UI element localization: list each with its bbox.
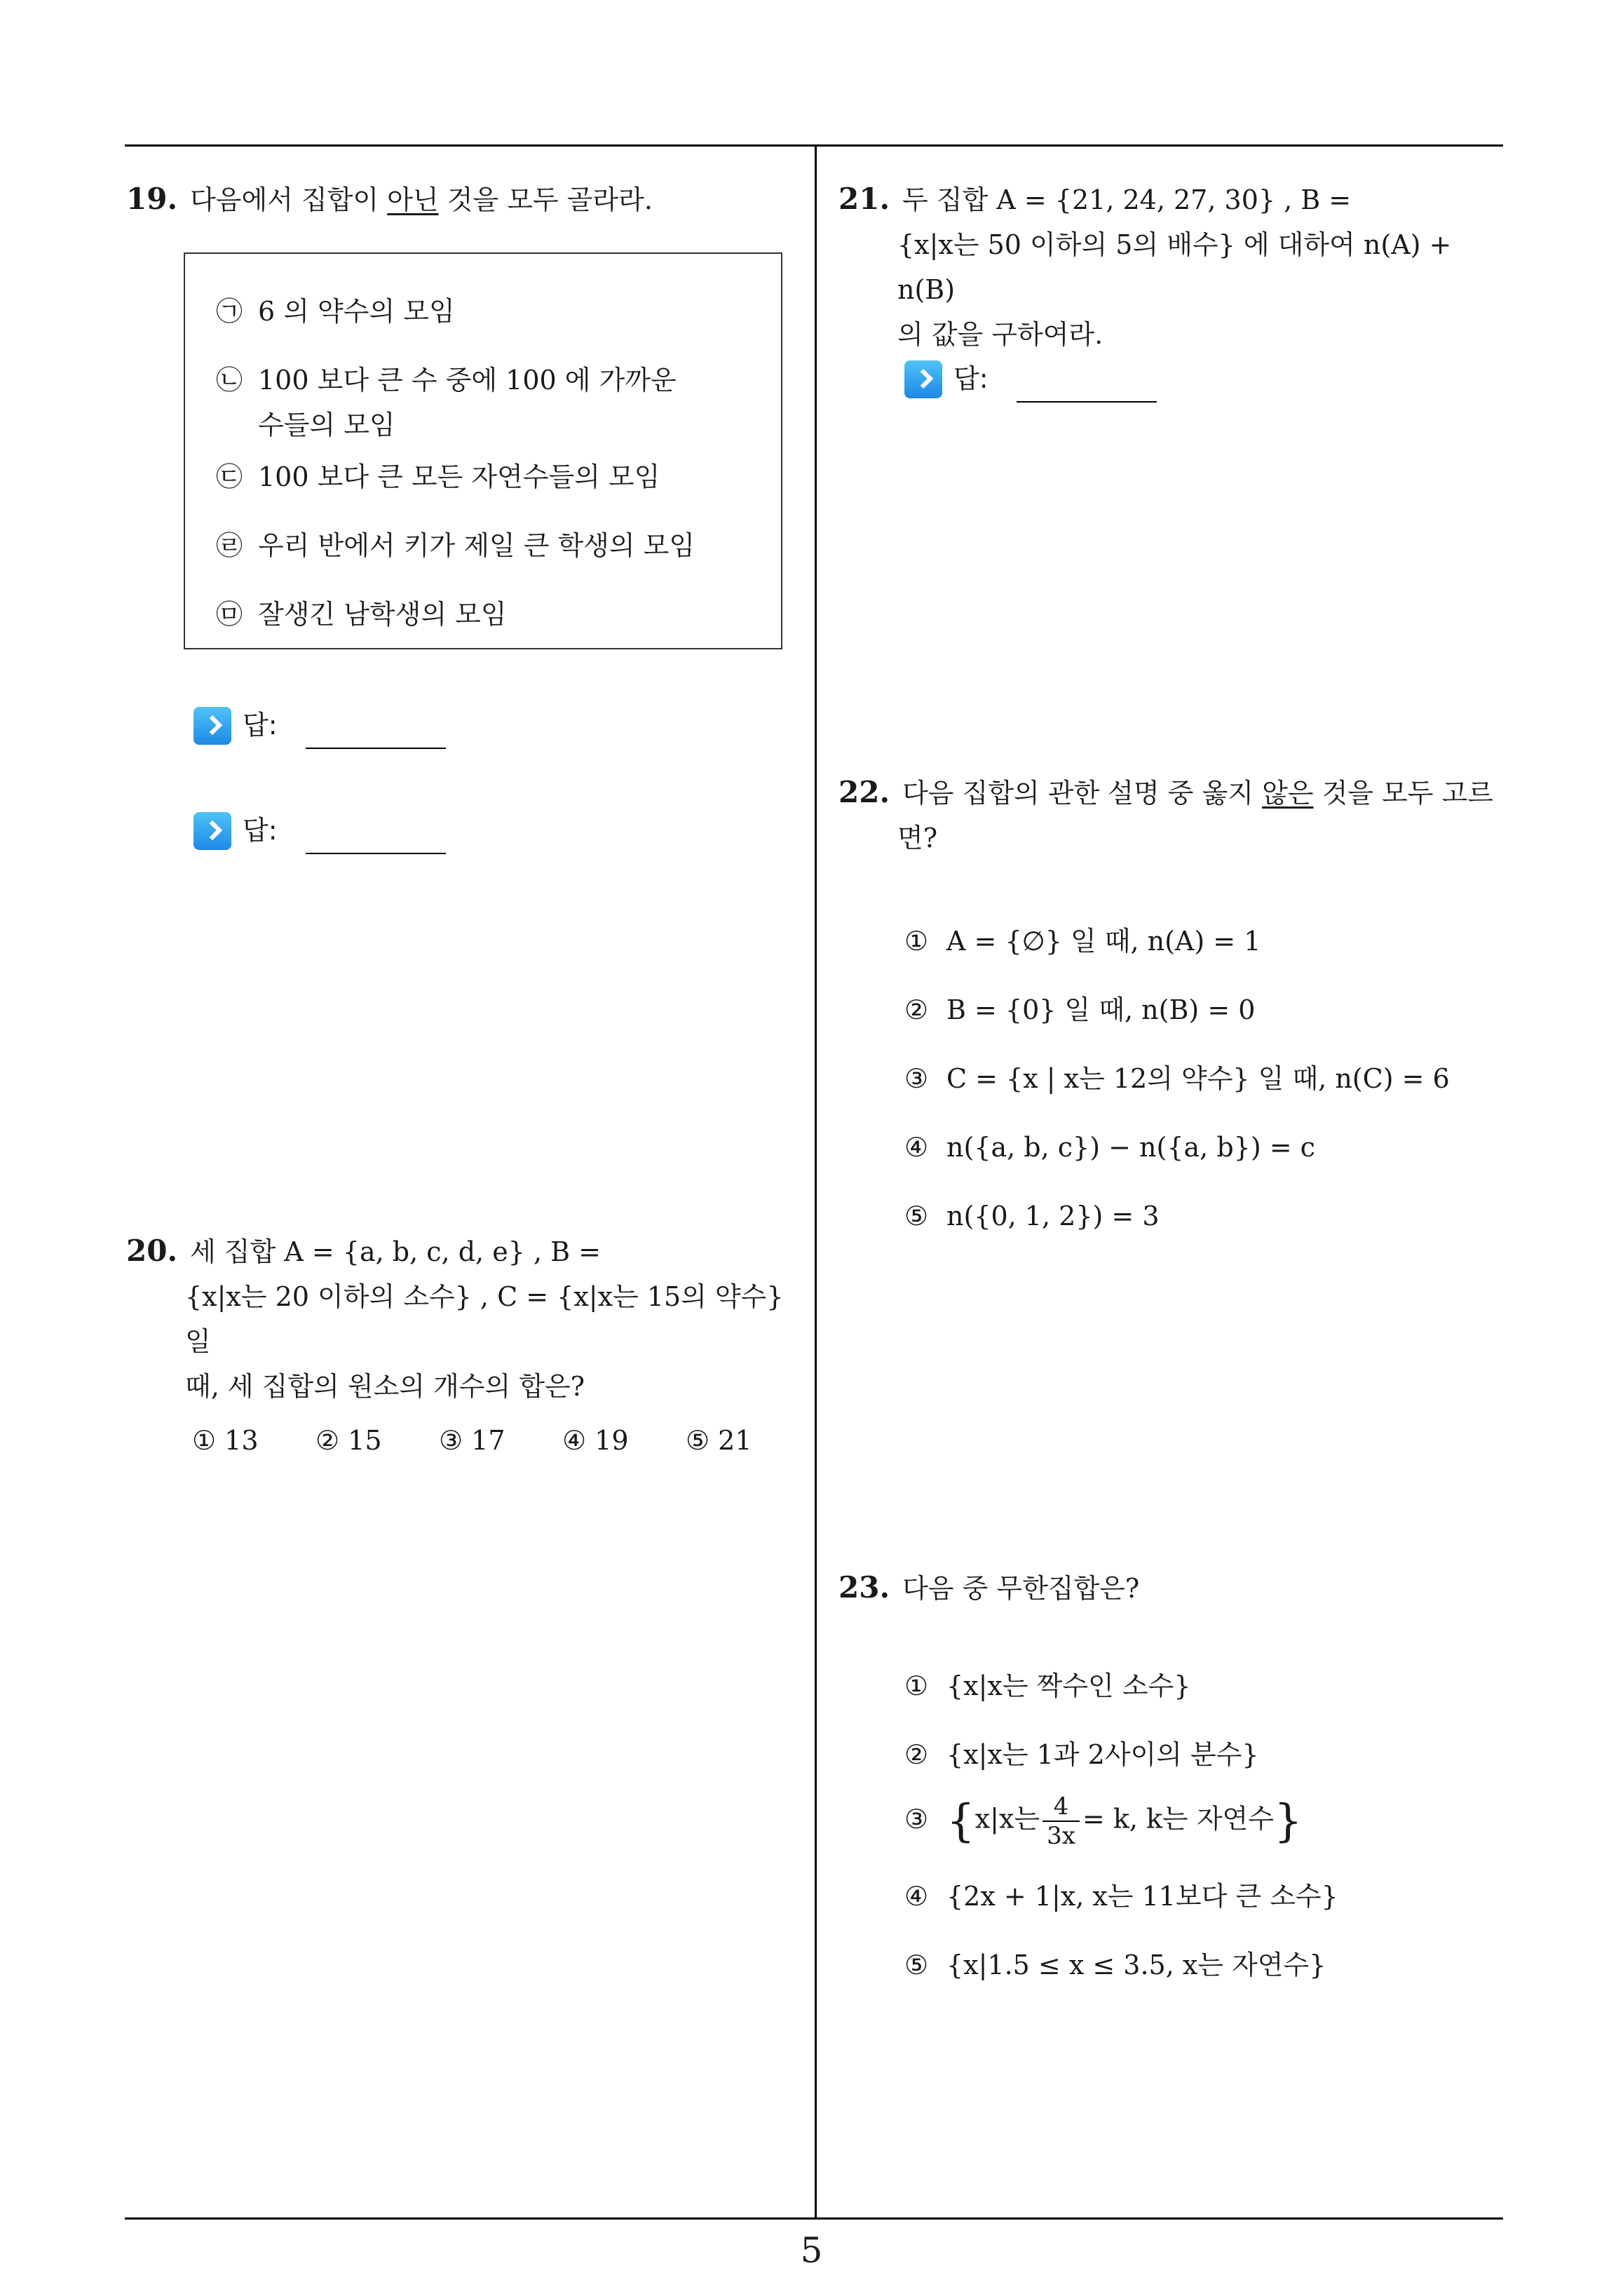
- left-brace: {: [946, 1795, 975, 1847]
- option[interactable]: ③ {x|x는 $\frac{4}{3x}$ = k, k는 자연수}: [904, 1792, 1303, 1850]
- answer-field-19a[interactable]: 답:: [193, 704, 474, 749]
- option[interactable]: ⑤ {x|1.5 ≤ x ≤ 3.5, x는 자연수}: [904, 1950, 1326, 1980]
- right-brace: }: [1273, 1795, 1303, 1847]
- arrow-right-icon: [193, 812, 231, 850]
- answer-blank[interactable]: [1017, 401, 1157, 403]
- choice-item: ㉢ 100 보다 큰 모든 자연수들의 모임: [216, 461, 660, 492]
- question-19-stem: 19. 다음에서 집합이 아닌 것을 모두 골라라.: [126, 182, 653, 216]
- option[interactable]: ⑤ n({0, 1, 2}) = 3: [904, 1201, 1160, 1231]
- option[interactable]: ⑤ 21: [686, 1425, 752, 1456]
- choice-item: ㉡ 100 보다 큰 수 중에 100 에 가까운 수들의 모임: [216, 365, 677, 440]
- option[interactable]: ④ {2x + 1|x, x는 11보다 큰 소수}: [904, 1881, 1338, 1912]
- option[interactable]: ① 13: [192, 1425, 259, 1456]
- option[interactable]: ③ C = {x | x는 12의 약수} 일 때, n(C) = 6: [904, 1063, 1450, 1094]
- option[interactable]: ② B = {0} 일 때, n(B) = 0: [904, 994, 1256, 1025]
- answer-field-21[interactable]: 답:: [904, 358, 1185, 403]
- question-21-stem: 21. 두 집합 A = {21, 24, 27, 30} , B = {x|x는 50 이하의 5의 배수} 에 대하여 n(A) + n(B) 의 값을 구하여라.: [838, 182, 1452, 350]
- question-22-stem: 22. 다음 집합의 관한 설명 중 옳지 않은 것을 모두 고르 면?: [838, 775, 1493, 853]
- option[interactable]: ③ 17: [439, 1425, 505, 1456]
- question-19-choice-box: [184, 252, 782, 649]
- question-20-options: [192, 1419, 809, 1461]
- fraction: $\frac{4}{3x}$: [1043, 1792, 1080, 1850]
- page-number: 5: [800, 2230, 823, 2271]
- bottom-rule: [125, 2217, 1503, 2220]
- arrow-right-icon: [904, 360, 942, 398]
- answer-blank[interactable]: [306, 853, 446, 854]
- option[interactable]: ② {x|x는 1과 2사이의 분수}: [904, 1739, 1259, 1770]
- arrow-right-icon: [193, 707, 231, 745]
- top-rule: [125, 144, 1503, 147]
- option[interactable]: ④ n({a, b, c}) − n({a, b}) = c: [904, 1132, 1315, 1163]
- choice-item: ㉠ 6 의 약수의 모임: [216, 296, 455, 327]
- option[interactable]: ② 15: [315, 1425, 382, 1456]
- column-divider: [815, 144, 817, 2219]
- question-23-stem: 23. 다음 중 무한집합은?: [838, 1570, 1140, 1605]
- answer-field-19b[interactable]: 답:: [193, 809, 474, 854]
- answer-blank[interactable]: [306, 748, 446, 749]
- option[interactable]: ① A = {∅} 일 때, n(A) = 1: [904, 926, 1261, 957]
- option[interactable]: ① {x|x는 짝수인 소수}: [904, 1670, 1191, 1701]
- question-20-stem: 20. 세 집합 A = {a, b, c, d, e} , B = {x|x는 20 이하의 소수} , C = {x|x는 15의 약수} 일 때, 세 집합의 원소의 개수의 합은?: [126, 1234, 784, 1402]
- choice-item: ㉣ 우리 반에서 키가 제일 큰 학생의 모임: [216, 530, 695, 561]
- choice-item: ㉤ 잘생긴 남학생의 모임: [216, 599, 507, 630]
- option[interactable]: ④ 19: [562, 1425, 629, 1456]
